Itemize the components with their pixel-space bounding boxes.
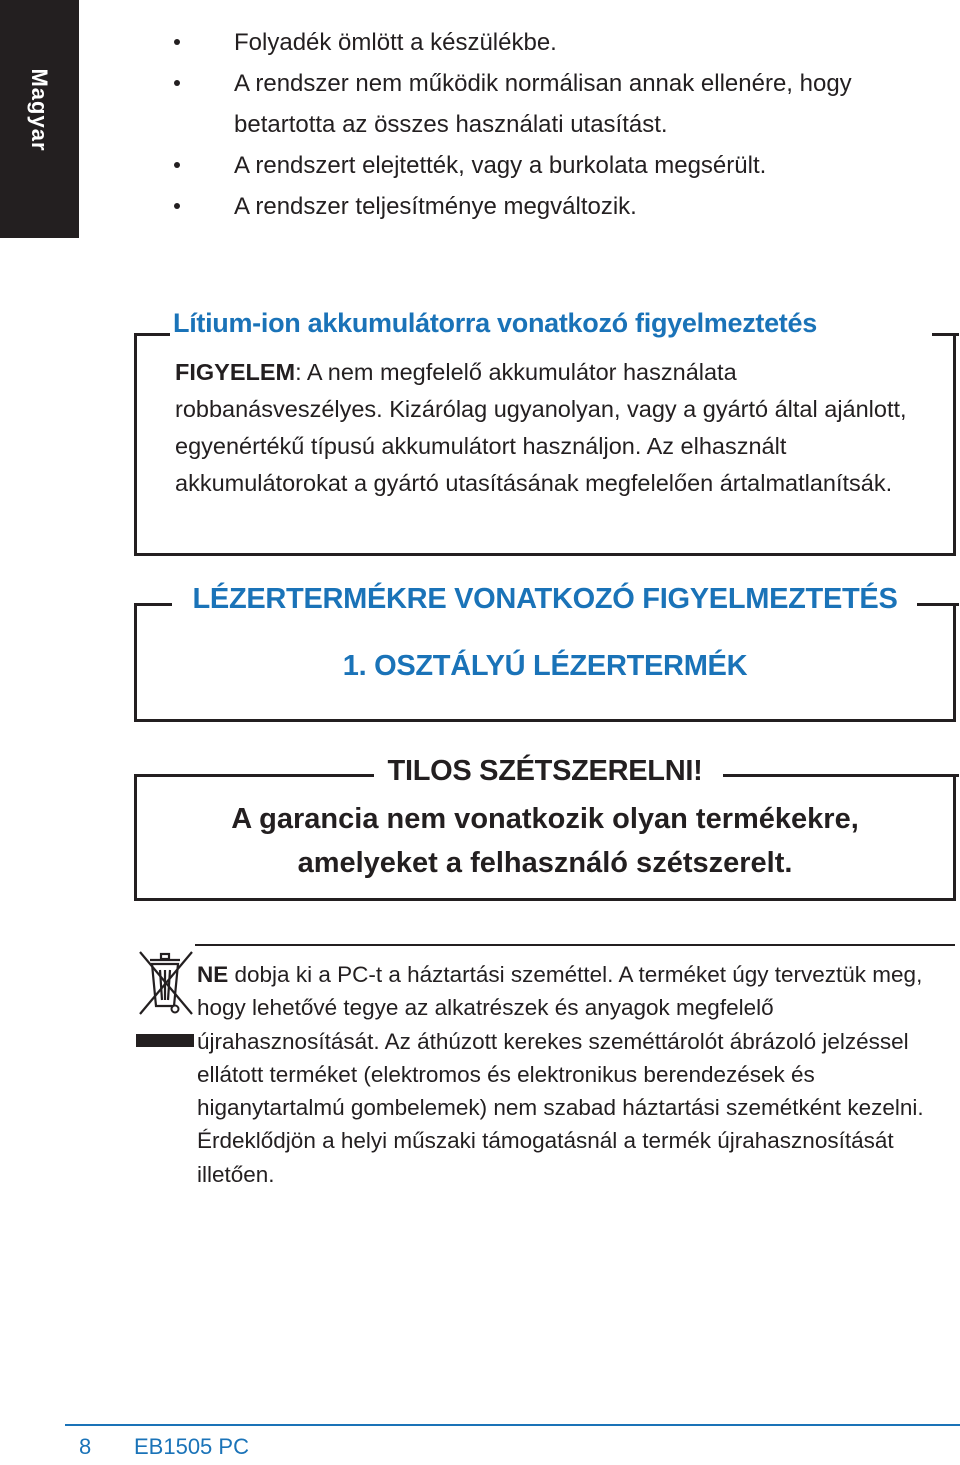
- warning-label: FIGYELEM: [175, 359, 296, 385]
- bullet-icon: [174, 203, 180, 209]
- list-item: A rendszer nem működik normálisan annak ellenére, hogy betartotta az összes használati utasítást.: [0, 63, 960, 145]
- language-tab-label: Magyar: [27, 68, 52, 152]
- bullet-icon: [174, 39, 180, 45]
- lithium-warning-text: FIGYELEM: A nem megfelelő akkumulátor használata robbanásveszélyes. Kizárólag ugyanolyan, vagy a gyártó által ajánlott, egyenértékű típusú akkumulátort használjon. Az elhasznált akkumulátorokat a gyártó utasításának megfelelően ártalmatlanítsák.: [175, 359, 907, 496]
- divider: [195, 944, 955, 946]
- bullet-icon: [174, 162, 180, 168]
- list-item: A rendszer teljesítménye megváltozik.: [0, 186, 960, 227]
- model-name: EB1505 PC: [134, 1434, 249, 1459]
- page-number: 8: [79, 1434, 92, 1459]
- frame-line: [134, 333, 170, 336]
- crossed-wheelie-bin-icon: [134, 948, 196, 1048]
- footer-divider: [65, 1424, 960, 1426]
- recycling-emphasis: NE: [197, 962, 229, 987]
- disassembly-warning-text: A garancia nem vonatkozik olyan termékekre, amelyeket a felhasználó szétszerelt.: [231, 803, 859, 879]
- list-item: A rendszert elejtették, vagy a burkolata megsérült.: [0, 145, 960, 186]
- frame-line: [932, 333, 959, 336]
- lithium-warning-title: Lítium-ion akkumulátorra vonatkozó figyelmeztetés: [173, 308, 817, 338]
- laser-class-label: 1. OSZTÁLYÚ LÉZERTERMÉK: [342, 650, 748, 682]
- service-conditions-list: [0, 22, 960, 227]
- disassembly-warning-title: TILOS SZÉTSZERELNI!: [387, 755, 703, 787]
- laser-warning-title: LÉZERTERMÉKRE VONATKOZÓ FIGYELMEZTETÉS: [192, 583, 898, 615]
- list-item: Folyadék ömlött a készülékbe.: [0, 22, 960, 63]
- recycling-notice: NE dobja ki a PC-t a háztartási szeméttel. A terméket úgy terveztük meg, hogy lehetővé tegye az alkatrészek és anyagok megfelelő újrahasznosítását. Az áthúzott kerekes szeméttárolót ábrázoló jelzéssel ellátott terméket (elektromos és elektronikus berendezések és higanytartalmú gombelemek) nem szabad háztartási szemétként kezelni. Érdeklődjön a helyi műszaki támogatásnál a termék újrahasznosítását illetően.: [197, 962, 924, 1187]
- bullet-icon: [174, 80, 180, 86]
